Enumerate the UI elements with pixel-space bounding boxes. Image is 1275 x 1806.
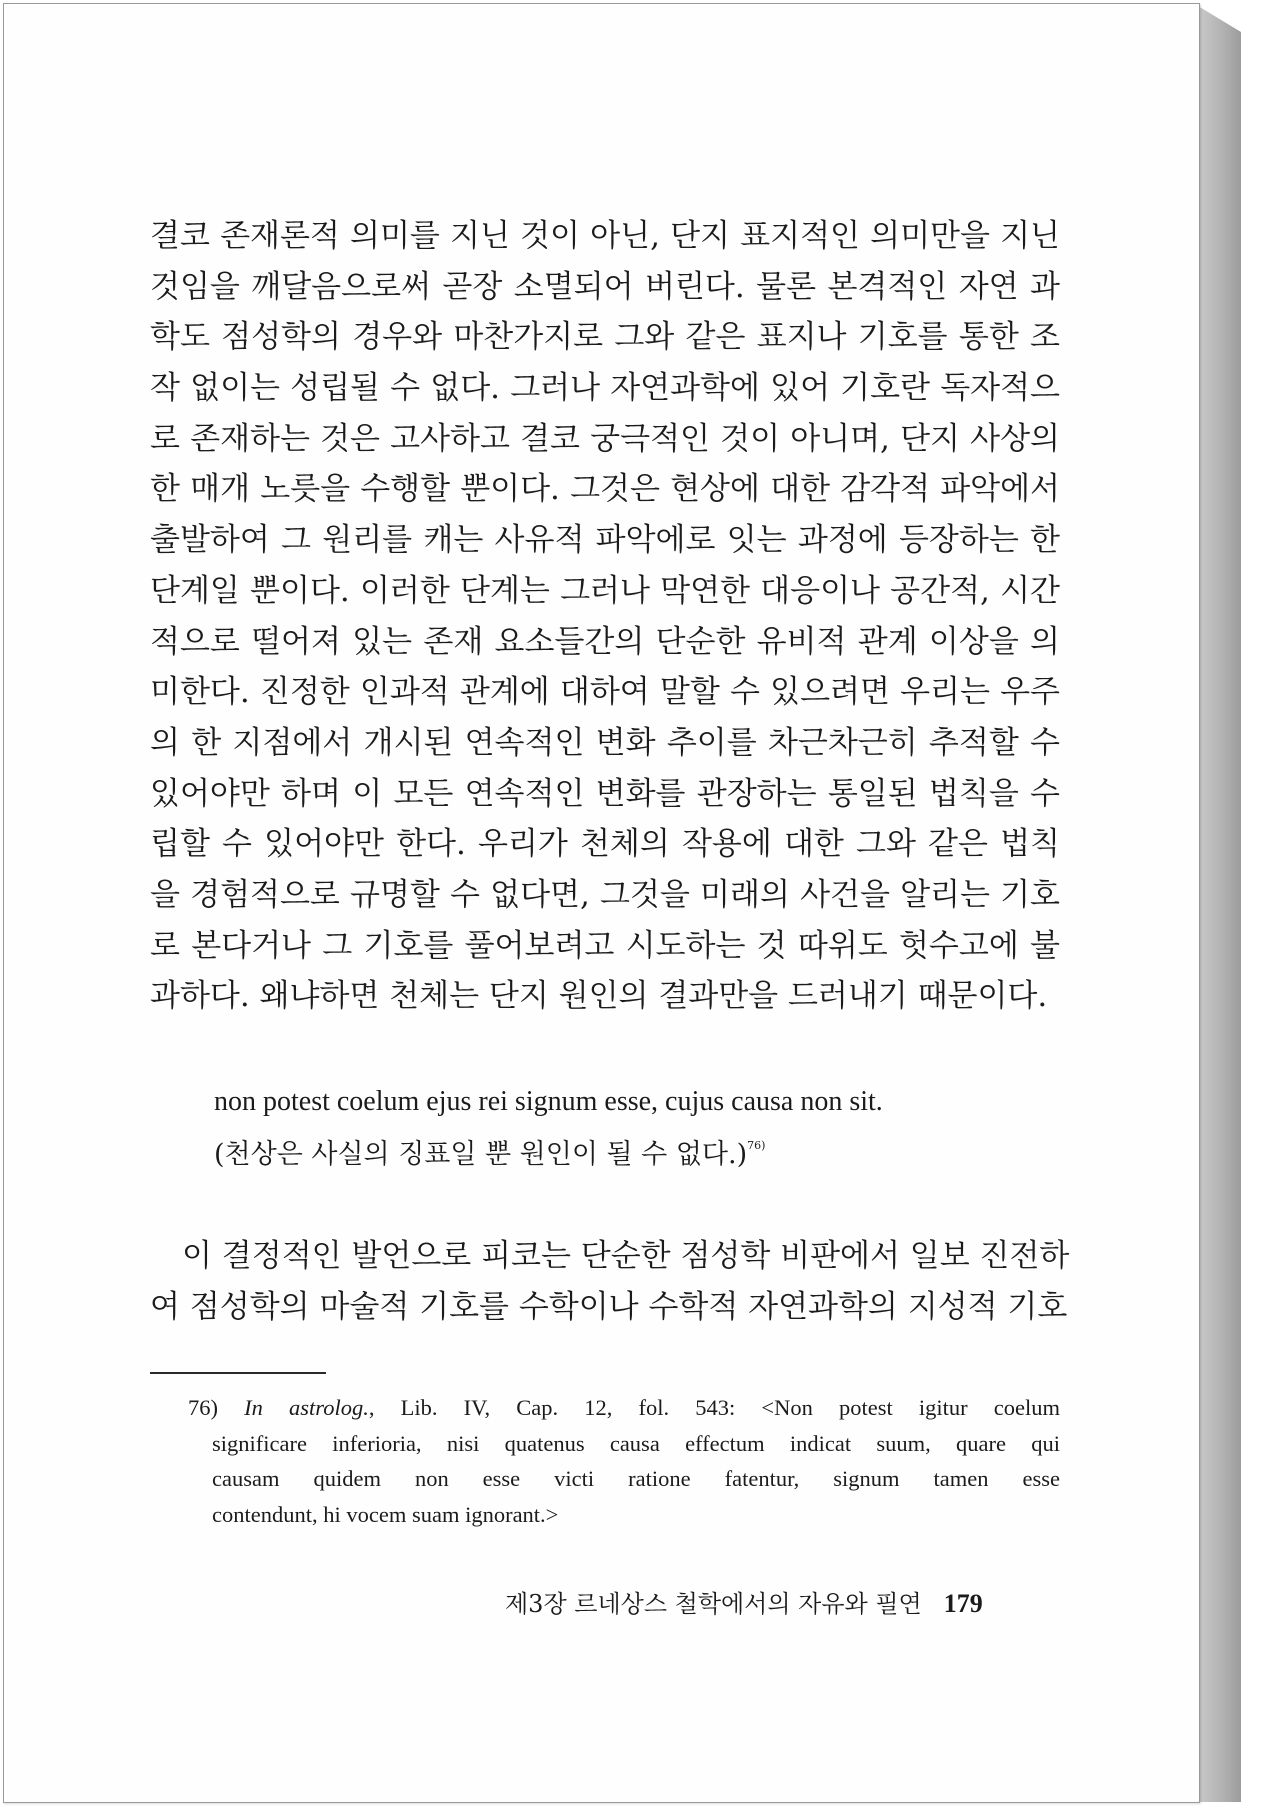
text-line: 로 본다거나 그 기호를 풀어보려고 시도하는 것 따위도 헛수고에 불 [150,927,1060,964]
footnote-citation: , Lib. IV, Cap. 12, fol. 543: <Non potest igitur coelum [368,1395,1061,1420]
body-paragraph [150,211,1060,1022]
text-line: 있어야만 하며 이 모든 연속적인 변화를 관장하는 통일된 법칙을 수 [150,775,1060,812]
footnote-number: 76) [188,1395,218,1420]
text-line: 학도 점성학의 경우와 마찬가지로 그와 같은 표지나 기호를 통한 조 [150,319,1060,356]
block-quote [214,1080,1034,1168]
text-line: 적으로 떨어져 있는 존재 요소들간의 단순한 유비적 관계 이상을 의 [150,623,1060,660]
footnote-line [188,1390,1060,1426]
running-footer [505,1584,1035,1619]
text-line: 단계일 뿐이다. 이러한 단계는 그러나 막연한 대응이나 공간적, 시간 [150,572,1060,609]
footnote-reference[interactable]: 76) [747,1139,766,1152]
quote-latin: non potest coelum ejus rei signum esse, cujus causa non sit. [214,1086,883,1117]
footnote-title: In astrolog. [244,1395,369,1420]
text-line: 것임을 깨달음으로써 곧장 소멸되어 버린다. 물론 본격적인 자연 과 [150,268,1060,305]
quote-korean-text: (천상은 사실의 징표일 뿐 원인이 될 수 없다.) [214,1139,748,1170]
text-line: 작 없이는 성립될 수 없다. 그러나 자연과학에 있어 기호란 독자적으 [150,370,1060,407]
footnote-line: contendunt, hi vocem suam ignorant.> [212,1501,559,1527]
text-line: 한 매개 노릇을 수행할 뿐이다. 그것은 현상에 대한 감각적 파악에서 [150,471,1060,508]
chapter-title: 제3장 르네상스 철학에서의 자유와 필연 [505,1590,922,1618]
text-line: 미한다. 진정한 인과적 관계에 대하여 말할 수 있으려면 우리는 우주 [150,674,1060,711]
footnote-divider [150,1372,326,1374]
text-line: 결코 존재론적 의미를 지닌 것이 아닌, 단지 표지적인 의미만을 지닌 [150,218,1060,254]
page-number: 179 [943,1589,983,1618]
page-edge [1198,6,1241,1802]
footnote-line: causam quidem non esse victi ratione fatentur, signum tamen esse [212,1466,1060,1491]
text-line: 이 결정적인 발언으로 피코는 단순한 점성학 비판에서 일보 진전하 [182,1238,1070,1274]
footnote [188,1390,1060,1532]
text-line: 립할 수 있어야만 한다. 우리가 천체의 작용에 대한 그와 같은 법칙 [150,826,1060,863]
body-paragraph-2 [150,1231,1070,1332]
footnote-line: significare inferioria, nisi quatenus causa effectum indicat suum, quare qui [212,1430,1060,1456]
text-line: 을 경험적으로 규명할 수 없다면, 그것을 미래의 사건을 알리는 기호 [150,876,1060,913]
text-line: 과하다. 왜냐하면 천체는 단지 원인의 결과만을 드러내기 때문이다. [150,978,1048,1015]
text-line: 여 점성학의 마술적 기호를 수학이나 수학적 자연과학의 지성적 기호 [150,1288,1068,1325]
text-line: 의 한 지점에서 개시된 연속적인 변화 추이를 차근차근히 추적할 수 [150,724,1060,761]
text-line: 출발하여 그 원리를 캐는 사유적 파악에로 잇는 과정에 등장하는 한 [150,522,1060,559]
quote-translation [214,1124,1034,1168]
text-line: 로 존재하는 것은 고사하고 결코 궁극적인 것이 아니며, 단지 사상의 [150,420,1060,457]
